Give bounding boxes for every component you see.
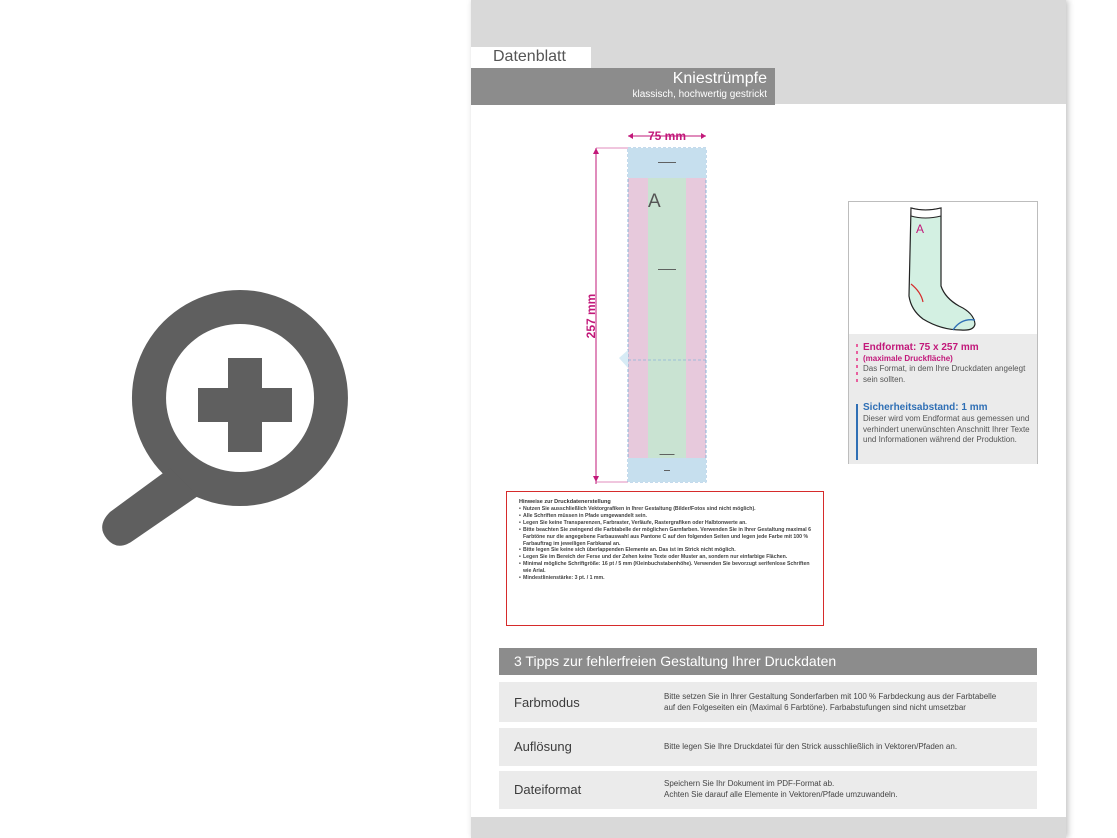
tip-label: Farbmodus (514, 695, 580, 710)
tip-row-aufloesung (499, 728, 1037, 766)
svg-text:▬▬▬▬▬▬: ▬▬▬▬▬▬ (658, 160, 676, 164)
product-subtitle: klassisch, hochwertig gestrickt (632, 89, 767, 100)
endformat-subtitle: (maximale Druckfläche) (863, 354, 953, 363)
width-label: 75 mm (647, 129, 687, 143)
print-area-drawing (583, 128, 733, 484)
data-sheet (471, 0, 1066, 838)
hint-item: • Minimal mögliche Schriftgröße: 16 pt / 5 mm (Kleinbuchstabenhöhe). Verwenden Sie bevorzugt serifenlose Schriften wie Arial. (519, 561, 813, 575)
tip-text-line: auf den Folgeseiten ein (Maximal 6 Farbtöne). Farbabstufungen sind nicht umsetzbar (664, 703, 966, 712)
zoom-in-icon[interactable] (100, 290, 360, 550)
footer-band (471, 817, 1066, 838)
hint-item: • Mindestlinienstärke: 3 pt. / 1 mm. (519, 575, 813, 582)
tip-label: Dateiformat (514, 782, 582, 797)
format-info (849, 334, 1037, 464)
hint-item: • Legen Sie keine Transparenzen, Farbraster, Verläufe, Rastergrafiken oder Halbtonwerte an. (519, 520, 813, 527)
tip-row-dateiformat (499, 771, 1037, 809)
sheet-tab-label: Datenblatt (471, 47, 591, 68)
tip-text-line: Speichern Sie Ihr Dokument im PDF-Format ab. (664, 779, 835, 788)
safe-zone (648, 178, 686, 458)
endformat-title: Endformat: 75 x 257 mm (863, 342, 979, 353)
svg-text:▬▬: ▬▬ (664, 468, 670, 472)
svg-text:▬▬▬▬▬▬: ▬▬▬▬▬▬ (658, 267, 676, 271)
height-label: 257 mm (584, 293, 598, 339)
hint-item: • Bitte beachten Sie zwingend die Farbtabelle der möglichen Garnfarben. Verwenden Sie in Ihrer Gestaltung maximal 6 Farbtöne nur die angegebene Farbauswahl aus Pantone C auf den folgenden Seiten und legen jede Farbe mit 100 % Farbauftrag im jeweiligen Farbkanal an. (519, 527, 813, 548)
plus-horizontal (198, 388, 292, 422)
safety-margin-text: Dieser wird vom Endformat aus gemessen und verhindert unerwünschten Anschnitt Ihrer Texte und Informationen während der Produktion. (863, 414, 1030, 444)
hint-item: • Legen Sie im Bereich der Ferse und der Zehen keine Texte oder Muster an, sondern nur einfarbige Flächen. (519, 554, 813, 561)
product-title: Kniestrümpfe (672, 70, 767, 87)
tip-text-line: Bitte legen Sie Ihre Druckdatei für den Strick ausschließlich in Vektoren/Pfaden an. (664, 742, 958, 751)
tip-text-line: Achten Sie darauf alle Elemente in Vektoren/Pfade umzuwandeln. (664, 790, 898, 799)
product-title-bar (471, 68, 775, 105)
hint-item: • Bitte legen Sie keine sich überlappenden Elemente an. Das ist im Strick nicht möglich. (519, 547, 813, 554)
hint-item: • Alle Schriften müssen in Pfade umgewandelt sein. (519, 513, 813, 520)
tip-label: Auflösung (514, 739, 572, 754)
tip-row-farbmodus (499, 682, 1037, 722)
tip-text-line: Bitte setzen Sie in Ihrer Gestaltung Sonderfarben mit 100 % Farbdeckung aus der Farbtabelle (664, 692, 997, 701)
print-hints-box (506, 491, 824, 626)
sock-area-label: A (916, 222, 925, 236)
sock-illustration (849, 202, 1037, 334)
area-label-a: A (648, 191, 661, 212)
endformat-text: Das Format, in dem Ihre Druckdaten angelegt sein sollten. (863, 364, 1026, 384)
hints-list (519, 506, 813, 582)
hints-title: Hinweise zur Druckdatenerstellung (519, 499, 611, 505)
hint-item: • Nutzen Sie ausschließlich Vektorgrafiken in Ihrer Gestaltung (Bilder/Fotos sind nicht möglich). (519, 506, 813, 513)
svg-text:▬▬▬▬▬: ▬▬▬▬▬ (659, 452, 675, 456)
safety-margin-title: Sicherheitsabstand: 1 mm (863, 402, 988, 413)
sock-preview-box (848, 201, 1038, 464)
tips-heading: 3 Tipps zur fehlerfreien Gestaltung Ihrer Druckdaten (499, 648, 1037, 675)
